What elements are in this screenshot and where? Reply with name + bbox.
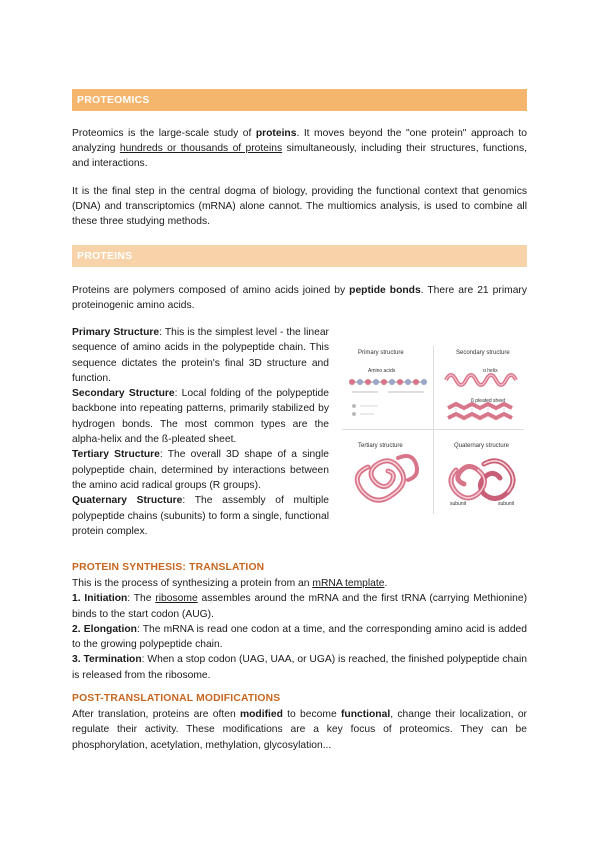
translation-step: 1. Initiation: The ribosome assembles around the mRNA and the first tRNA (carrying Methionine) binds to the start codon (AUG). [72, 593, 528, 620]
translation-section [72, 576, 527, 683]
proteomics-definition: Proteomics is the large-scale study of proteins. It moves beyond the "one protein" approach to analyzing hundreds or thousands of proteins simultaneously, including their structures, functions, and interactions. [72, 128, 527, 169]
ptm-heading: POST-TRANSLATIONAL MODIFICATIONS [72, 693, 281, 704]
quaternary-structure-label: Quaternary structure [454, 443, 510, 449]
subunit-label: subunit [498, 501, 515, 507]
alpha-helix-label: α helix [483, 368, 498, 374]
primary-structure-label: Primary structure [358, 350, 404, 356]
primary-chain-icon [349, 379, 427, 416]
structure-item: Tertiary Structure: The overall 3D shape of a single polypeptide chain, determined by interactions between the amino acid radical groups (R groups). [72, 449, 329, 491]
section-banner-proteomics: PROTEOMICS [72, 89, 527, 111]
section-banner-proteins: PROTEINS [72, 245, 527, 267]
secondary-structure-label: Secondary structure [456, 350, 510, 356]
structure-item: Quaternary Structure: The assembly of multiple polypeptide chains (subunits) to form a single, functional protein complex. [72, 495, 329, 537]
protein-structure-list [72, 325, 329, 539]
translation-heading: PROTEIN SYNTHESIS: TRANSLATION [72, 562, 265, 573]
beta-sheet-icon [448, 404, 512, 418]
tertiary-structure-label: Tertiary structure [358, 443, 403, 449]
subunit-label: subunit [450, 501, 467, 507]
protein-structure-figure [338, 342, 528, 518]
protein-structure-illustration [338, 342, 528, 518]
structure-item: Primary Structure: This is the simplest level - the linear sequence of amino acids in the polypeptide chain. This sequence dictates the protein's final 3D structure and function. [72, 327, 329, 384]
proteins-intro: Proteins are polymers composed of amino acids joined by peptide bonds. There are 21 primary proteinogenic amino acids. [72, 285, 528, 311]
quaternary-complex-icon [451, 461, 513, 499]
structure-item: Secondary Structure: Local folding of the polypeptide backbone into repeating patterns, primarily stabilized by hydrogen bonds. The most common types are the alpha-helix and the ß-pleated sheet. [72, 388, 329, 446]
beta-sheet-label: β pleated sheet [471, 398, 506, 404]
alpha-helix-icon [446, 375, 516, 385]
central-dogma-paragraph: It is the final step in the central dogma of biology, providing the functional context that genomics (DNA) and transcriptomics (mRNA) alone cannot. The multiomics analysis, is used to combine all these three studying methods. [72, 186, 527, 227]
translation-step: 2. Elongation: The mRNA is read one codon at a time, and the corresponding amino acid is added to the growing polypeptide chain. [72, 623, 527, 651]
translation-intro: This is the process of synthesizing a protein from an mRNA template. [72, 578, 388, 589]
translation-step: 3. Termination: When a stop codon (UAG, UAA, or UGA) is reached, the finished polypeptide chain is released from the ribosome. [72, 654, 527, 681]
amino-acids-label: Amino acids [368, 368, 396, 374]
ptm-paragraph: After translation, proteins are often modified to become functional, change their localization, or regulate their activity. These modifications are a key focus of proteomics. They can be phosphorylation, acetylation, methylation, glycosylation... [72, 709, 527, 751]
tertiary-fold-icon [357, 456, 417, 500]
